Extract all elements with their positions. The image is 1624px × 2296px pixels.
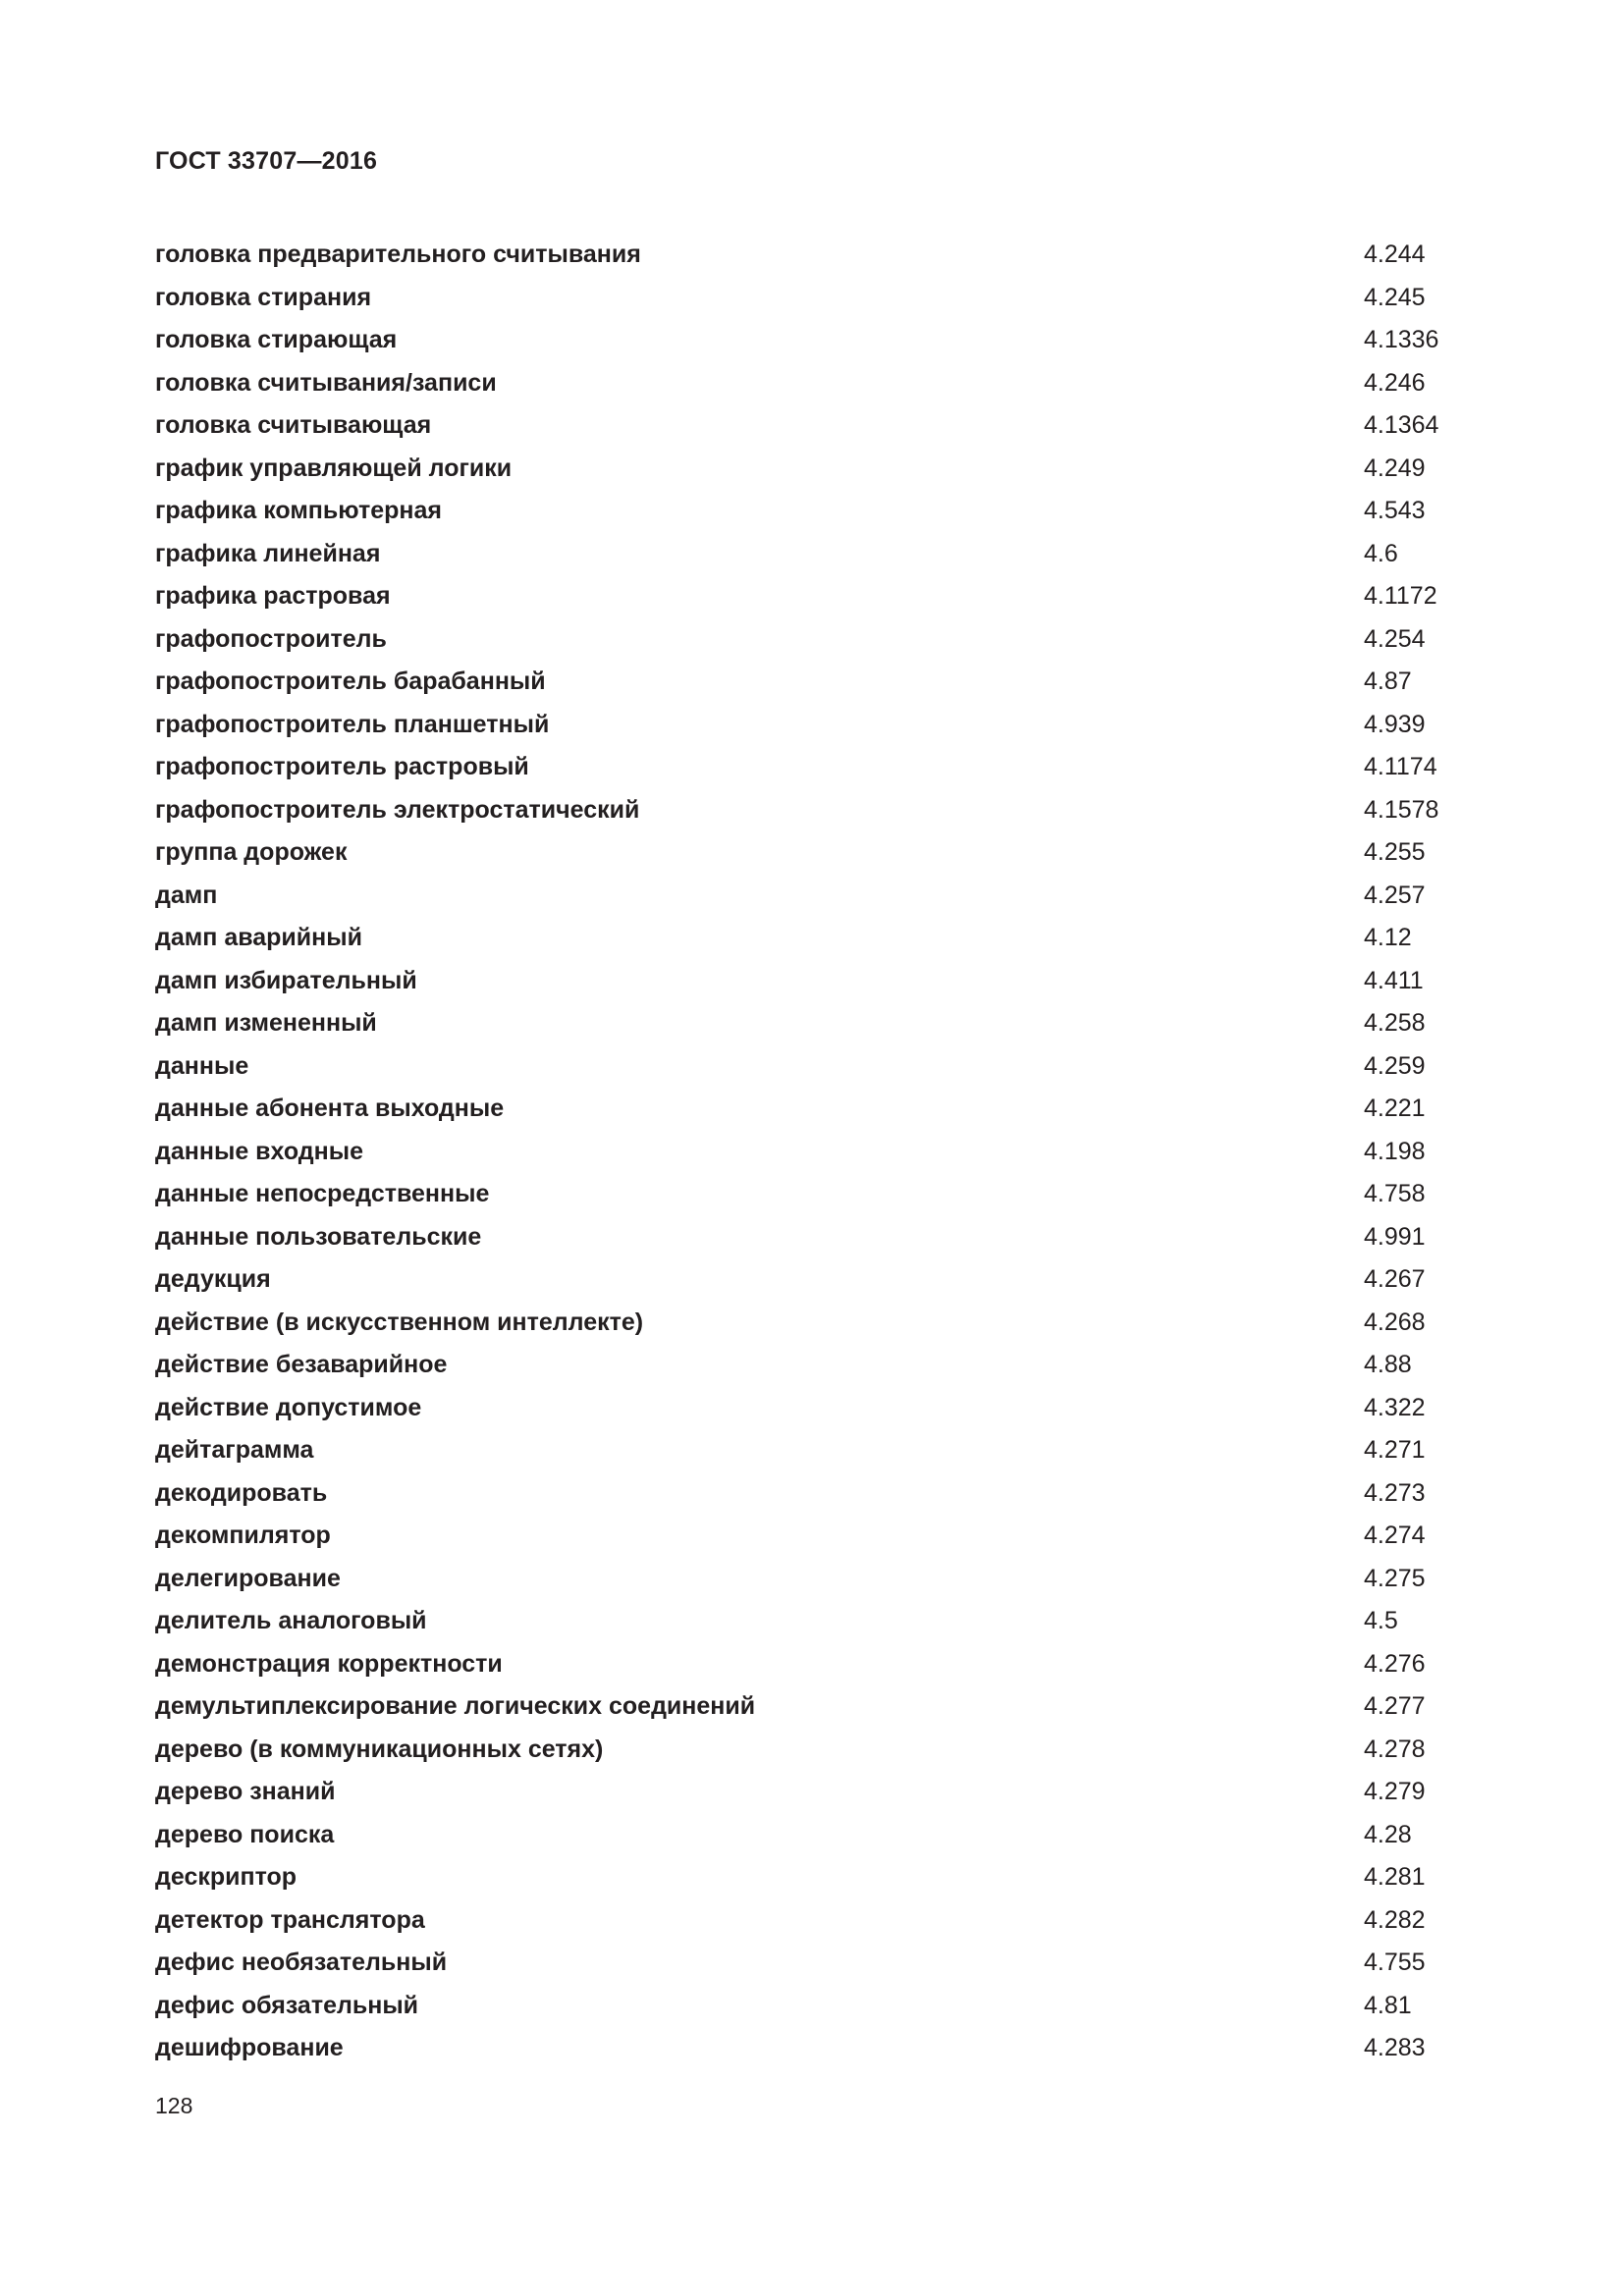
index-term: графопостроитель планшетный [155, 710, 550, 738]
index-term: детектор транслятора [155, 1905, 425, 1934]
index-entry-row [155, 1472, 1471, 1516]
index-term: графика растровая [155, 582, 391, 610]
index-reference-number: 4.275 [1364, 1564, 1426, 1592]
index-reference-number: 4.543 [1364, 497, 1426, 524]
index-entry-row [155, 1429, 1471, 1472]
index-reference-number: 4.267 [1364, 1265, 1426, 1293]
index-entry-row [155, 1729, 1471, 1772]
index-term: дерево поиска [155, 1820, 335, 1848]
index-term: данные непосредственные [155, 1180, 490, 1207]
index-term: дефис необязательный [155, 1949, 448, 1976]
index-term: декомпилятор [155, 1522, 331, 1549]
index-reference-number: 4.246 [1364, 368, 1426, 397]
index-term: головка стирания [155, 283, 372, 311]
index-entry-row [155, 1942, 1471, 1985]
index-term: дедукция [155, 1265, 271, 1293]
index-entry-row [155, 2027, 1471, 2070]
index-term: дейтаграмма [155, 1436, 314, 1464]
index-entry-row [155, 1002, 1471, 1045]
index-term: график управляющей логики [155, 454, 513, 482]
index-term: дамп избирательный [155, 966, 417, 994]
index-term: демонстрация корректности [155, 1649, 503, 1678]
index-term: головка предварительного считывания [155, 240, 641, 268]
index-entry-row [155, 618, 1471, 662]
index-term: графопостроитель электростатический [155, 795, 640, 824]
index-term: группа дорожек [155, 838, 348, 866]
index-entry-row [155, 1173, 1471, 1216]
index-term: графопостроитель [155, 624, 387, 653]
index-entry-row [155, 1131, 1471, 1174]
index-entry-row [155, 1685, 1471, 1729]
index-term: дерево знаний [155, 1778, 336, 1805]
index-entry-row [155, 1899, 1471, 1943]
index-entry-row [155, 1985, 1471, 2028]
index-reference-number: 4.279 [1364, 1778, 1426, 1805]
index-term: дескриптор [155, 1863, 298, 1891]
index-entry-row [155, 448, 1471, 491]
index-reference-number: 4.198 [1364, 1137, 1426, 1165]
index-term: данные абонента выходные [155, 1095, 505, 1122]
index-entry-row [155, 319, 1471, 362]
index-reference-number: 4.282 [1364, 1905, 1426, 1934]
index-entry-row [155, 831, 1471, 875]
index-entry-row [155, 1643, 1471, 1686]
index-entry-row [155, 404, 1471, 448]
index-reference-number: 4.87 [1364, 667, 1412, 695]
term-index-list [155, 234, 1471, 2070]
index-reference-number: 4.277 [1364, 1692, 1426, 1720]
index-reference-number: 4.276 [1364, 1649, 1426, 1678]
index-term: дамп аварийный [155, 924, 362, 951]
index-term: дерево (в коммуникационных сетях) [155, 1735, 604, 1763]
index-term: демультиплексирование логических соединений [155, 1692, 756, 1720]
index-term: дамп измененный [155, 1009, 377, 1037]
index-reference-number: 4.991 [1364, 1222, 1426, 1251]
index-reference-number: 4.257 [1364, 881, 1426, 909]
document-code-header: ГОСТ 33707—2016 [155, 147, 378, 175]
index-entry-row [155, 704, 1471, 747]
index-reference-number: 4.1172 [1364, 582, 1437, 610]
index-reference-number: 4.81 [1364, 1991, 1412, 2019]
index-reference-number: 4.322 [1364, 1393, 1426, 1421]
index-reference-number: 4.88 [1364, 1351, 1412, 1378]
index-term: головка стирающая [155, 326, 398, 353]
index-entry-row [155, 234, 1471, 277]
index-reference-number: 4.249 [1364, 454, 1426, 482]
index-term: графика линейная [155, 539, 381, 567]
index-term: действие безаварийное [155, 1351, 448, 1378]
index-reference-number: 4.259 [1364, 1051, 1426, 1080]
index-entry-row [155, 1558, 1471, 1601]
index-reference-number: 4.271 [1364, 1436, 1426, 1464]
index-entry-row [155, 789, 1471, 832]
index-entry-row [155, 1045, 1471, 1089]
index-entry-row [155, 746, 1471, 789]
index-term: действие (в искусственном интеллекте) [155, 1308, 644, 1336]
index-reference-number: 4.6 [1364, 539, 1398, 567]
index-term: дамп [155, 881, 218, 909]
index-entry-row [155, 1088, 1471, 1131]
index-reference-number: 4.12 [1364, 924, 1412, 951]
index-term: действие допустимое [155, 1393, 422, 1421]
index-term: графопостроитель барабанный [155, 667, 546, 695]
index-entry-row [155, 1258, 1471, 1302]
index-entry-row [155, 277, 1471, 320]
index-term: головка считывающая [155, 411, 432, 439]
index-entry-row [155, 1600, 1471, 1643]
index-entry-row [155, 575, 1471, 618]
index-entry-row [155, 1771, 1471, 1814]
index-reference-number: 4.1578 [1364, 795, 1439, 824]
index-reference-number: 4.244 [1364, 240, 1426, 268]
index-reference-number: 4.274 [1364, 1522, 1426, 1549]
index-reference-number: 4.5 [1364, 1607, 1398, 1634]
index-reference-number: 4.1174 [1364, 753, 1437, 780]
index-entry-row [155, 917, 1471, 960]
index-entry-row [155, 1302, 1471, 1345]
index-entry-row [155, 960, 1471, 1003]
index-reference-number: 4.221 [1364, 1095, 1426, 1122]
index-term: декодировать [155, 1478, 328, 1507]
index-entry-row [155, 1216, 1471, 1259]
index-reference-number: 4.283 [1364, 2034, 1426, 2061]
page-number: 128 [155, 2093, 193, 2118]
index-term: делитель аналоговый [155, 1607, 427, 1634]
index-entry-row [155, 533, 1471, 576]
index-term: головка считывания/записи [155, 368, 497, 397]
index-term: графопостроитель растровый [155, 753, 529, 780]
index-entry-row [155, 1344, 1471, 1387]
index-entry-row [155, 362, 1471, 405]
index-reference-number: 4.278 [1364, 1735, 1426, 1763]
index-entry-row [155, 490, 1471, 533]
index-entry-row [155, 1515, 1471, 1558]
index-entry-row [155, 1856, 1471, 1899]
index-entry-row [155, 875, 1471, 918]
index-reference-number: 4.758 [1364, 1180, 1426, 1207]
index-reference-number: 4.258 [1364, 1009, 1426, 1037]
index-reference-number: 4.245 [1364, 283, 1426, 311]
index-entry-row [155, 661, 1471, 704]
index-reference-number: 4.268 [1364, 1308, 1426, 1336]
index-reference-number: 4.411 [1364, 966, 1424, 994]
index-reference-number: 4.281 [1364, 1863, 1426, 1891]
index-reference-number: 4.939 [1364, 710, 1426, 738]
index-reference-number: 4.1336 [1364, 326, 1439, 353]
index-reference-number: 4.755 [1364, 1949, 1426, 1976]
index-reference-number: 4.273 [1364, 1478, 1426, 1507]
index-entry-row [155, 1814, 1471, 1857]
index-reference-number: 4.1364 [1364, 411, 1439, 439]
index-reference-number: 4.28 [1364, 1820, 1412, 1848]
index-entry-row [155, 1387, 1471, 1430]
index-reference-number: 4.255 [1364, 838, 1426, 866]
index-reference-number: 4.254 [1364, 624, 1426, 653]
index-term: дефис обязательный [155, 1991, 419, 2019]
index-term: данные пользовательские [155, 1222, 482, 1251]
index-term: дешифрование [155, 2034, 344, 2061]
index-term: делегирование [155, 1564, 341, 1592]
index-term: данные [155, 1051, 249, 1080]
index-term: графика компьютерная [155, 497, 443, 524]
index-term: данные входные [155, 1137, 363, 1165]
